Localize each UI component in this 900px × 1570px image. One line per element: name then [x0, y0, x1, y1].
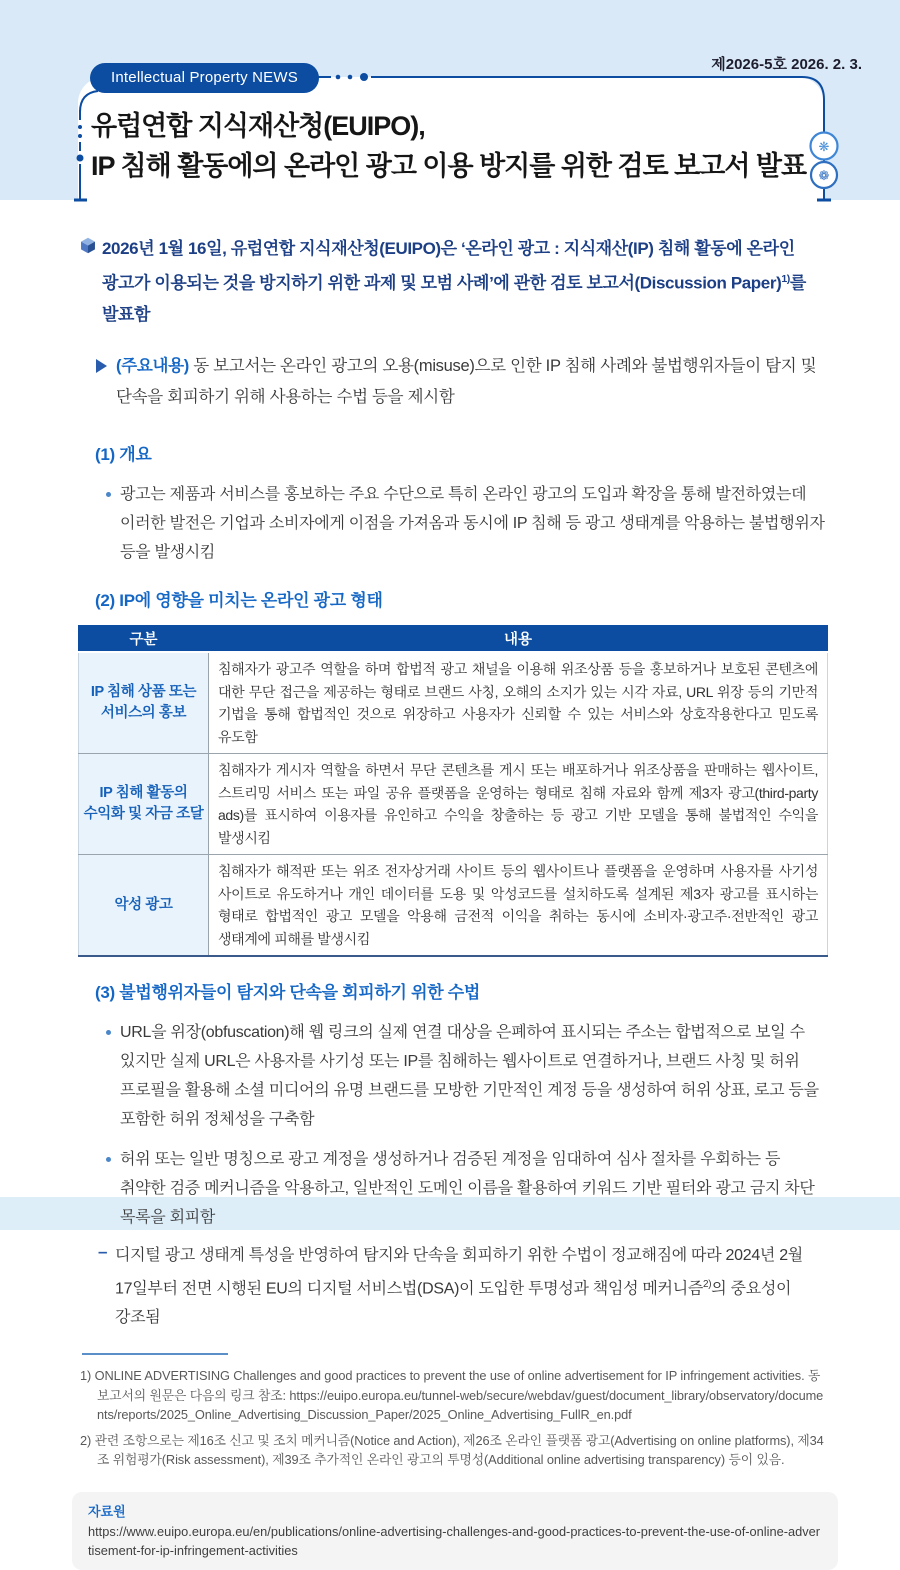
bullet-item	[106, 1145, 828, 1232]
sub-note-tail: 의 중요성이 강조됨	[115, 1280, 792, 1327]
bullet-item	[106, 1018, 828, 1134]
table-row	[79, 652, 828, 754]
article-body	[80, 0, 828, 1570]
page-title-line2: IP 침해 활동에의 온라인 광고 이용 방지를 위한 검토 보고서 발표	[91, 151, 807, 181]
row-desc-cell: 침해자가 해적판 또는 위조 전자상거래 사이트 등의 웹사이트나 플랫폼을 운영하며 사용자를 사기성 사이트로 유도하거나 개인 데이터를 도용 및 악성코드를 설치하도록 설계된 제3자 광고를 표시하는 형태로 합법적인 광고 모델을 악용해 금전적 이익을 취하는 동시에 소비자·광고주·전반적인 광고 생태계에 피해를 발생시킴	[209, 855, 828, 957]
intro-text-tail: 를 발표함	[102, 273, 806, 324]
sub-note	[98, 1241, 828, 1332]
cube-bullet-icon	[80, 237, 96, 254]
footnote-separator	[82, 1353, 228, 1355]
footnote-ref-1: 1)	[781, 273, 790, 285]
intro-text-main: 2026년 1월 16일, 유럽연합 지식재산청(EUIPO)은 ‘온라인 광고 : 지식재산(IP) 침해 활동에 온라인 광고가 이용되는 것을 방지하기 위한 과제 및 모범 사례’에 관한 검토 보고서(Discussion Paper)	[102, 239, 795, 293]
section-heading-3: (3) 불법행위자들이 탐지와 단속을 회피하기 위한 수법	[95, 983, 480, 1003]
sub-note-main: 디지털 광고 생태계 특성을 반영하여 탐지와 단속을 회피하기 위한 수법이 정교해짐에 따라 2024년 2월 17일부터 전면 시행된 EU의 디지털 서비스법(DSA)이 도입한 투명성과 책임성 메커니즘	[115, 1247, 803, 1298]
row-type-cell: 악성 광고	[79, 855, 209, 957]
section-heading-1: (1) 개요	[95, 444, 152, 464]
summary-label: (주요내용)	[116, 356, 189, 375]
table-header-type: 구분	[79, 625, 209, 652]
footnotes	[80, 1366, 828, 1470]
footnote-2	[80, 1431, 828, 1470]
section-heading-2: (2) IP에 영향을 미치는 온라인 광고 형태	[95, 590, 383, 610]
footnote-1-number: 1)	[80, 1368, 92, 1384]
source-url: https://www.euipo.europa.eu/en/publications/online-advertising-challenges-and-good-practices-to-prevent-the-use-of-online-advertisement-for-ip-infringement-activities	[88, 1523, 820, 1558]
dot-bullet-icon	[106, 1030, 111, 1035]
bullet-item	[106, 480, 828, 567]
intro-text	[102, 233, 828, 330]
bullet-text: URL을 위장(obfuscation)해 웹 링크의 실제 연결 대상을 은폐하여 표시되는 주소는 합법적으로 보일 수 있지만 실제 URL은 사용자를 사기성 또는 IP를 침해하는 웹사이트로 연결하거나, 브랜드 사칭 및 허위 프로필을 활용해 소셜 미디어의 유명 브랜드를 모방한 기만적인 계정 등을 생성하여 허위 상표, 로고 등을 포함한 허위 정체성을 구축함	[120, 1024, 819, 1129]
dot-bullet-icon	[106, 1157, 111, 1162]
flower-icon: ❁	[818, 168, 830, 183]
summary-text	[116, 351, 828, 413]
source-label: 자료원	[88, 1503, 126, 1519]
footnote-1	[80, 1366, 828, 1425]
sub-note-text	[115, 1241, 828, 1332]
dot-bullet-icon	[106, 492, 111, 497]
intro-paragraph	[80, 233, 828, 330]
newsletter-badge: Intellectual Property NEWS	[90, 63, 319, 93]
issue-number: 제2026-5호 2026. 2. 3.	[711, 56, 862, 73]
footnote-ref-2: 2)	[703, 1279, 712, 1291]
arrow-bullet-icon	[96, 359, 107, 373]
row-desc-cell: 침해자가 광고주 역할을 하며 합법적 광고 채널을 이용해 위조상품 등을 홍보하거나 보호된 콘텐츠에 대한 무단 접근을 제공하는 형태로 브랜드 사칭, 오해의 소지가 있는 시각 자료, URL 위장 등의 기만적 기법을 통해 합법적인 것으로 위장하고 사용자가 신뢰할 수 있는 서비스와 상호작용한다고 믿도록 유도함	[209, 652, 828, 754]
summary-body: 동 보고서는 온라인 광고의 오용(misuse)으로 인한 IP 침해 사례와 불법행위자들이 탐지 및 단속을 회피하기 위해 사용하는 수법 등을 제시함	[116, 356, 817, 406]
table-row	[79, 855, 828, 957]
footnote-2-number: 2)	[80, 1432, 92, 1448]
table-header-row	[79, 625, 828, 652]
source-box	[72, 1492, 838, 1570]
summary-paragraph	[96, 351, 828, 413]
footnote-1-text: ONLINE ADVERTISING Challenges and good practices to prevent the use of online advertisement for IP infringement activities. 동 보고서의 원문은 다음의 링크 참조: https://euipo.europa.eu/tunnel-web/secure/webdav/guest/document_library/observatory/documents/reports/2025_Online_Advertising_Discussion_Paper/2025_Online_Advertising_FullR_en.pdf	[91, 1368, 824, 1423]
dash-bullet-icon: –	[98, 1242, 108, 1262]
bullet-text: 광고는 제품과 서비스를 홍보하는 주요 수단으로 특히 온라인 광고의 도입과 확장을 통해 발전하였는데 이러한 발전은 기업과 소비자에게 이점을 가져옴과 동시에 IP 침해 등 광고 생태계를 악용하는 불법행위자 등을 발생시킴	[120, 485, 825, 561]
table-header-desc: 내용	[209, 625, 828, 652]
bullet-text: 허위 또는 일반 명칭으로 광고 계정을 생성하거나 검증된 계정을 임대하여 심사 절차를 우회하는 등 취약한 검증 메커니즘을 악용하고, 일반적인 도메인 이름을 활용하여 키워드 기반 필터와 광고 금지 차단 목록을 회피함	[120, 1151, 815, 1227]
footnote-2-text: 관련 조항으로는 제16조 신고 및 조치 메커니즘(Notice and Action), 제26조 온라인 플랫폼 광고(Advertising on online platforms), 제34조 위험평가(Risk assessment), 제39조 추가적인 온라인 광고의 투명성(Additional online advertising transparency) 등이 있음.	[91, 1432, 824, 1468]
row-type-cell: IP 침해 상품 또는 서비스의 홍보	[79, 652, 209, 754]
row-desc-cell: 침해자가 게시자 역할을 하면서 무단 콘텐츠를 게시 또는 배포하거나 위조상품을 판매하는 웹사이트, 스트리밍 서비스 또는 파일 공유 플랫폼을 운영하는 형태로 침해 자료와 함께 제3자 광고(third-party ads)를 표시하여 이용자를 유인하고 수익을 창출하는 등 광고 기반 모델을 통해 불법적인 수익을 발생시킴	[209, 754, 828, 855]
page-title-line1: 유럽연합 지식재산청(EUIPO),	[91, 111, 425, 141]
ad-types-table	[78, 625, 828, 958]
snowflake-icon: ❋	[818, 139, 830, 154]
table-row	[79, 754, 828, 855]
row-type-cell: IP 침해 활동의 수익화 및 자금 조달	[79, 754, 209, 855]
